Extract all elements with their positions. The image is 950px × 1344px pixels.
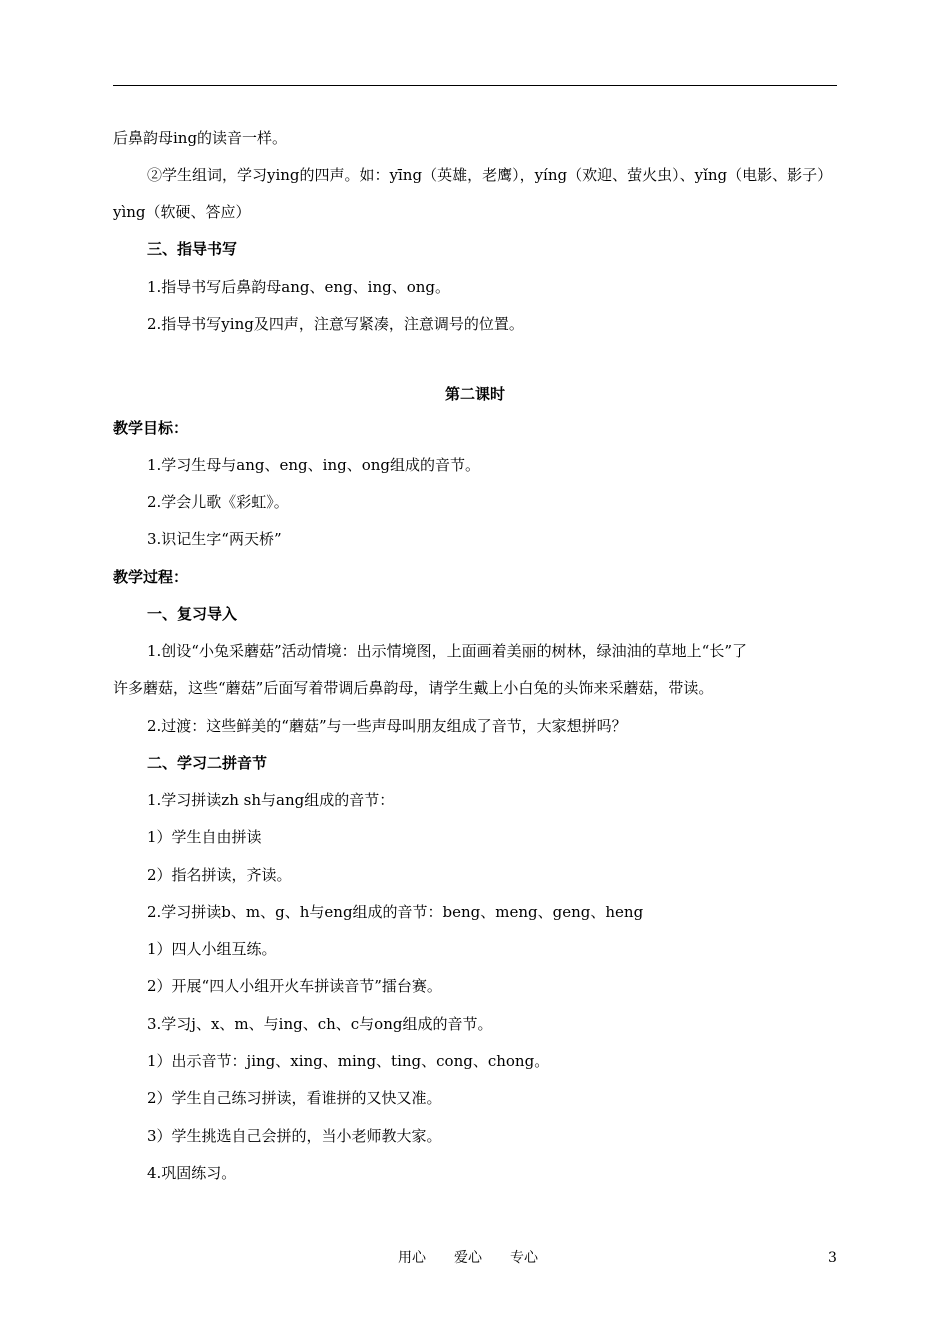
paragraph-line: 1.创设“小兔采蘑菇”活动情境：出示情境图，上面画着美丽的树林，绿油油的草地上“长”了: [147, 642, 747, 660]
section-heading: 教学过程：: [113, 568, 189, 586]
list-item: 1）出示音节：jing、xing、ming、ting、cong、chong。: [147, 1052, 550, 1070]
list-item: 2.学会儿歌《彩虹》。: [147, 493, 289, 511]
page-number: 3: [828, 1250, 837, 1266]
paragraph-line: 2.过渡：这些鲜美的“蘑菇”与一些声母叫朋友组成了音节，大家想拼吗？: [147, 717, 627, 735]
paragraph-line: ②学生组词，学习ying的四声。如：yīng（英雄，老鹰），yíng（欢迎、萤火虫）、yǐng（电影、影子）: [147, 166, 833, 184]
section-heading: 三、指导书写: [147, 240, 238, 258]
lesson-title: 第二课时: [444, 385, 505, 403]
paragraph-line: 许多蘑菇，这些“蘑菇”后面写着带调后鼻韵母，请学生戴上小白兔的头饰来采蘑菇，带读。: [113, 679, 714, 697]
list-item: 1.学习生母与ang、eng、ing、ong组成的音节。: [147, 456, 481, 474]
section-heading: 一、复习导入: [147, 605, 238, 623]
list-item: 4.巩固练习。: [147, 1164, 237, 1182]
paragraph-line: yìng（软硬、答应）: [113, 203, 251, 221]
list-item: 2）开展“四人小组开火车拼读音节”擂台赛。: [147, 977, 442, 995]
list-item: 3.识记生字“两天桥”: [147, 530, 282, 548]
footer-motto: 用心 爱心 专心: [398, 1250, 538, 1266]
list-item: 1.指导书写后鼻韵母ang、eng、ing、ong。: [147, 278, 451, 296]
list-item: 1.学习拼读zh sh与ang组成的音节：: [147, 791, 395, 809]
list-item: 3）学生挑选自己会拼的，当小老师教大家。: [147, 1127, 442, 1145]
header-rule: [113, 85, 837, 86]
paragraph-line: 后鼻韵母ing的读音一样。: [113, 129, 288, 147]
list-item: 2）指名拼读，齐读。: [147, 866, 292, 884]
section-heading: 二、学习二拼音节: [147, 754, 268, 772]
list-item: 1）四人小组互练。: [147, 940, 277, 958]
list-item: 2）学生自己练习拼读，看谁拼的又快又准。: [147, 1089, 442, 1107]
list-item: 1）学生自由拼读: [147, 828, 262, 846]
section-heading: 教学目标：: [113, 419, 189, 437]
list-item: 2.指导书写ying及四声，注意写紧凑，注意调号的位置。: [147, 315, 524, 333]
list-item: 2.学习拼读b、m、g、h与eng组成的音节：beng、meng、geng、heng: [147, 903, 644, 921]
list-item: 3.学习j、x、m、与ing、ch、c与ong组成的音节。: [147, 1015, 493, 1033]
